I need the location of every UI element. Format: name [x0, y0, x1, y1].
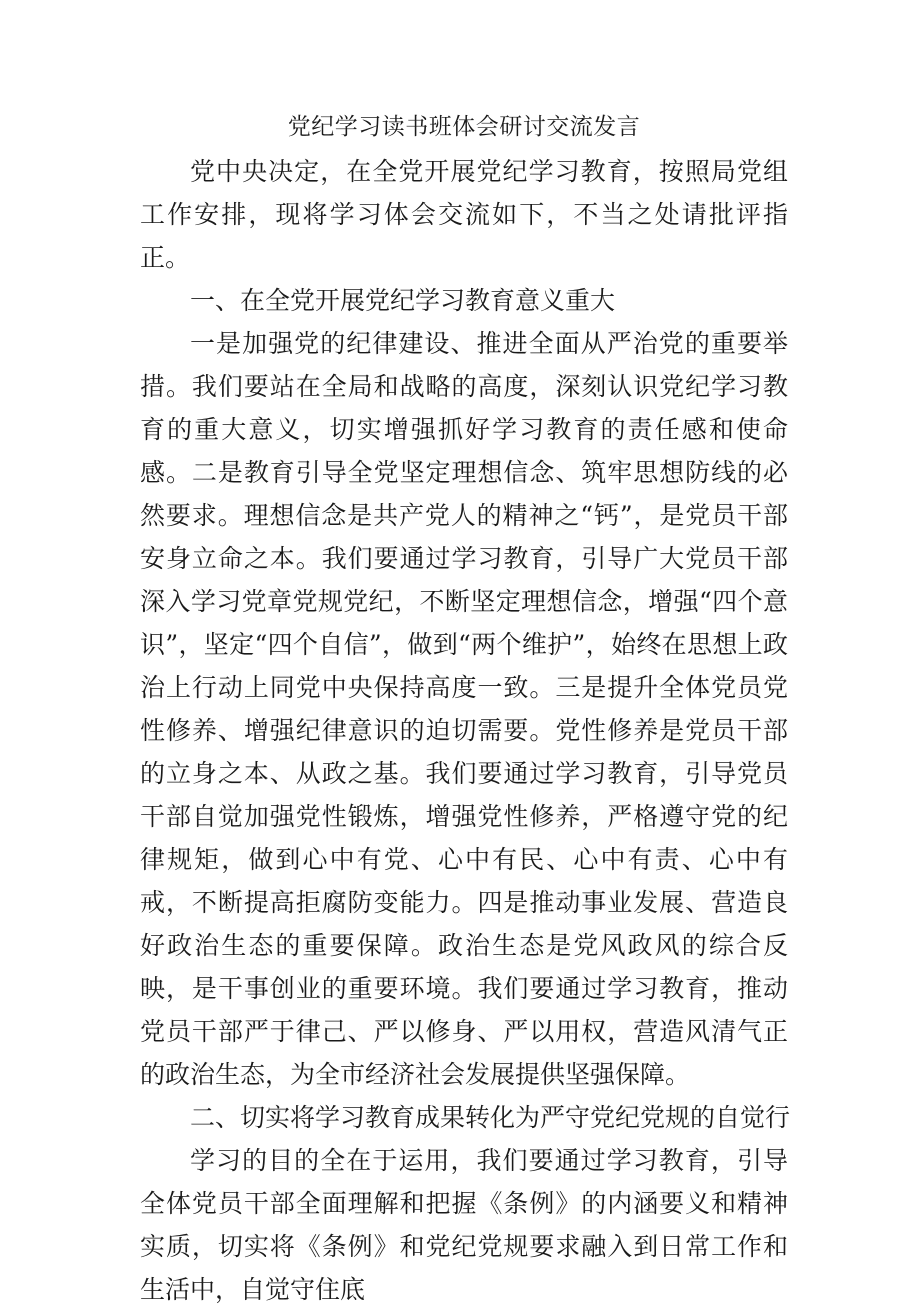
section-1-body: 一是加强党的纪律建设、推进全面从严治党的重要举措。我们要站在全局和战略的高度，深刻认识党纪学习教育的重大意义，切实增强抓好学习教育的责任感和使命感。二是教育引导全党坚定理想信念、筑牢思想防线的必然要求。理想信念是共产党人的精神之“钙”，是党员干部安身立命之本。我们要通过学习教育，引导广大党员干部深入学习党章党规党纪，不断坚定理想信念，增强“四个意识”，坚定“四个自信”，做到“两个维护”，始终在思想上政治上行动上同党中央保持高度一致。三是提升全体党员党性修养、增强纪律意识的迫切需要。党性修养是党员干部的立身之本、从政之基。我们要通过学习教育，引导党员干部自觉加强党性锻炼，增强党性修养，严格遵守党的纪律规矩，做到心中有党、心中有民、心中有责、心中有戒，不断提高拒腐防变能力。四是推动事业发展、营造良好政治生态的重要保障。政治生态是党风政风的综合反映，是干事创业的重要环境。我们要通过学习教育，推动党员干部严于律己、严以修身、严以用权，营造风清气正的政治生态，为全市经济社会发展提供坚强保障。	[140, 329, 788, 1089]
document-body	[140, 112, 791, 1311]
intro-paragraph: 党中央决定，在全党开展党纪学习教育，按照局党组工作安排，现将学习体会交流如下，不当之处请批评指正。	[140, 157, 788, 272]
section-1-heading: 一、在全党开展党纪学习教育意义重大	[190, 286, 616, 315]
section-2-heading: 二、切实将学习教育成果转化为严守党纪党规的自觉行	[190, 1103, 791, 1132]
document-title: 党纪学习读书班体会研讨交流发言	[287, 114, 641, 140]
section-2-body: 学习的目的全在于运用，我们要通过学习教育，引导全体党员干部全面理解和把握《条例》的内涵要义和精神实质，切实将《条例》和党纪党规要求融入到日常工作和生活中，自觉守住底	[140, 1146, 788, 1304]
